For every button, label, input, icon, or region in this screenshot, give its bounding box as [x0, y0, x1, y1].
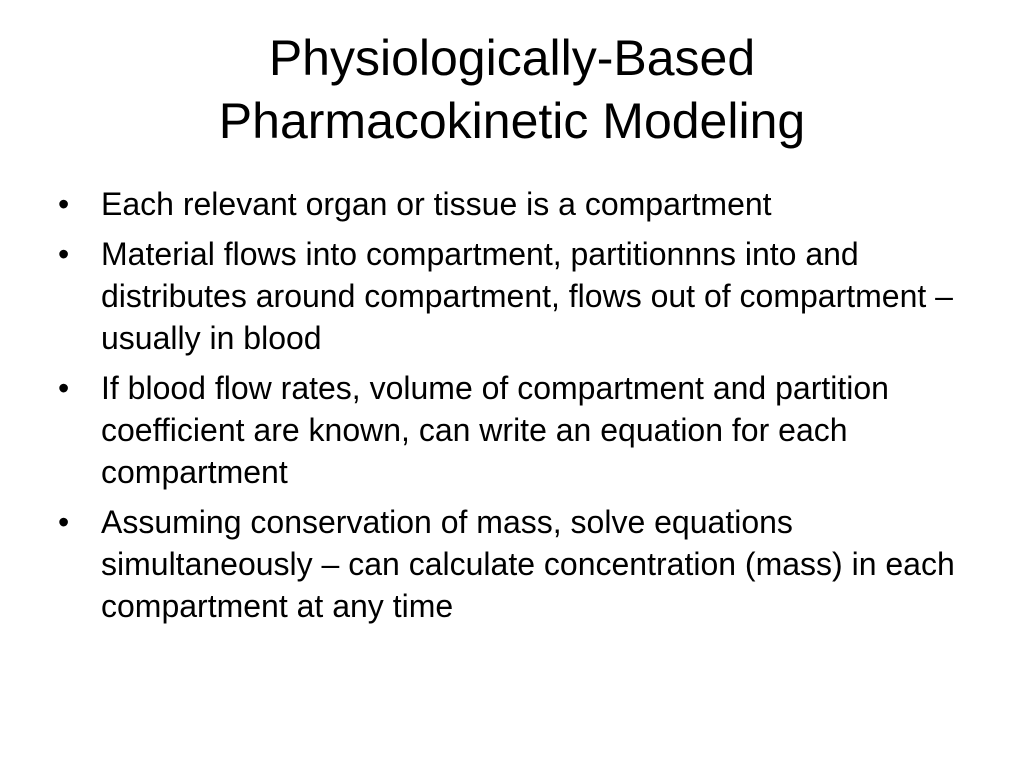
bullet-icon: •	[58, 370, 70, 406]
bullet-item-4	[58, 501, 988, 627]
bullet-text-4: Assuming conservation of mass, solve equations simultaneously – can calculate concentration (mass) in each compartment at any time	[101, 504, 955, 624]
slide-title-line-2: Pharmacokinetic Modeling	[218, 93, 806, 149]
bullet-item-1	[58, 183, 988, 225]
bullet-icon: •	[58, 186, 70, 222]
bullet-item-2	[58, 233, 988, 359]
bullet-text-3: If blood flow rates, volume of compartment and partition coefficient are known, can write an equation for each compartment	[101, 370, 889, 490]
bullet-text-1: Each relevant organ or tissue is a compartment	[101, 186, 772, 222]
slide-title-line-1: Physiologically-Based	[268, 30, 756, 86]
bullet-list	[58, 183, 988, 635]
bullet-item-3	[58, 367, 988, 493]
bullet-icon: •	[58, 236, 70, 272]
slide-title	[60, 27, 964, 153]
bullet-icon: •	[58, 504, 70, 540]
bullet-text-2: Material flows into compartment, partitionnns into and distributes around compartment, flows out of compartment – usually in blood	[101, 236, 953, 356]
